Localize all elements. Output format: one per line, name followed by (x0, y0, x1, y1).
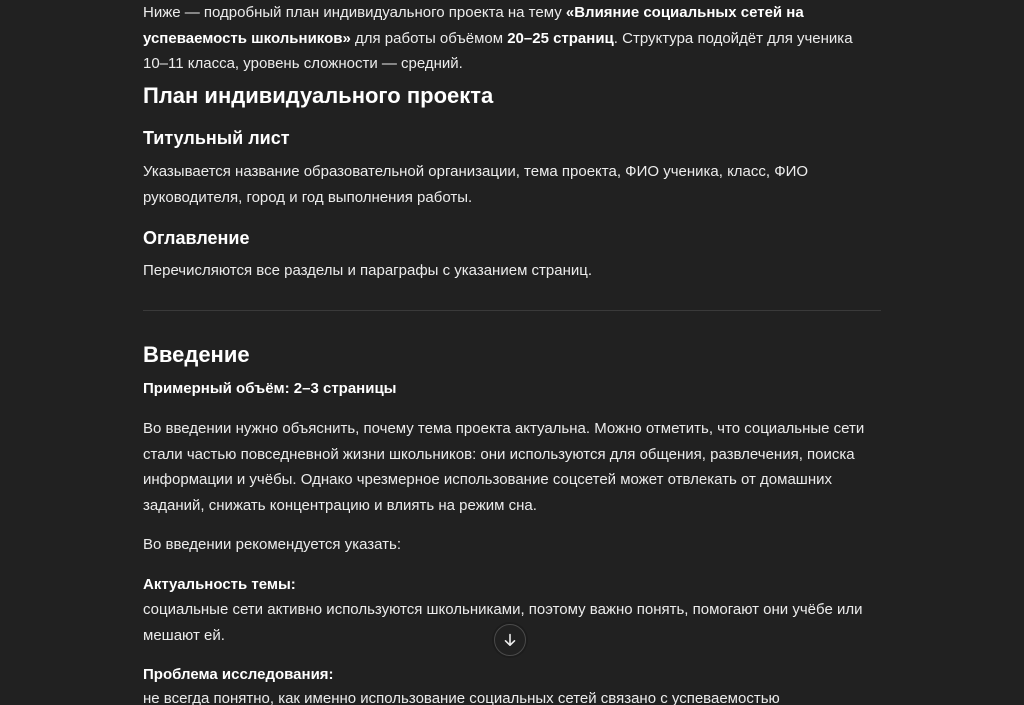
problem-text: не всегда понятно, как именно использование социальных сетей связано с успеваемостью (143, 690, 780, 705)
intro-text-1: Ниже — подробный план индивидуального проекта на тему (143, 4, 566, 21)
scroll-down-button[interactable] (494, 624, 526, 656)
introduction-paragraph-1: Во введении нужно объяснить, почему тема проекта актуальна. Можно отметить, что социальные сети стали частью повседневной жизни школьников: они используются для общения, развлечения, поиска информации и учёбы. Однако чрезмерное использование соцсетей может отвлекать от домашних заданий, снижать концентрацию и влиять на режим сна. (143, 420, 865, 514)
section-divider (143, 310, 881, 311)
introduction-heading: Введение (143, 342, 250, 367)
intro-text-2: для работы объёмом (350, 29, 508, 47)
contents-heading: Оглавление (143, 228, 250, 248)
relevance-text: социальные сети активно используются школьниками, поэтому важно понять, помогают они учёбе или мешают ей. (143, 601, 863, 644)
title-page-text: Указывается название образовательной организации, тема проекта, ФИО ученика, класс, ФИО руководителя, город и год выполнения работы. (143, 163, 809, 206)
problem-label: Проблема исследования: (143, 666, 334, 683)
title-page-heading: Титульный лист (143, 128, 290, 148)
intro-paragraph (143, 0, 881, 77)
arrow-down-icon (502, 632, 518, 648)
plan-title: План индивидуального проекта (143, 83, 494, 108)
intro-pages: 20–25 страниц (507, 29, 614, 47)
contents-text: Перечисляются все разделы и параграфы с указанием страниц. (143, 262, 593, 279)
introduction-paragraph-2: Во введении рекомендуется указать: (143, 536, 402, 553)
relevance-label: Актуальность темы: (143, 576, 296, 593)
intro-text-3: . Структура подойдёт для ученика 10–11 класса, уровень сложности — средний. (143, 29, 853, 72)
introduction-volume: Примерный объём: 2–3 страницы (143, 380, 397, 397)
intro-topic: «Влияние социальных сетей на успеваемость школьников» (143, 4, 804, 47)
